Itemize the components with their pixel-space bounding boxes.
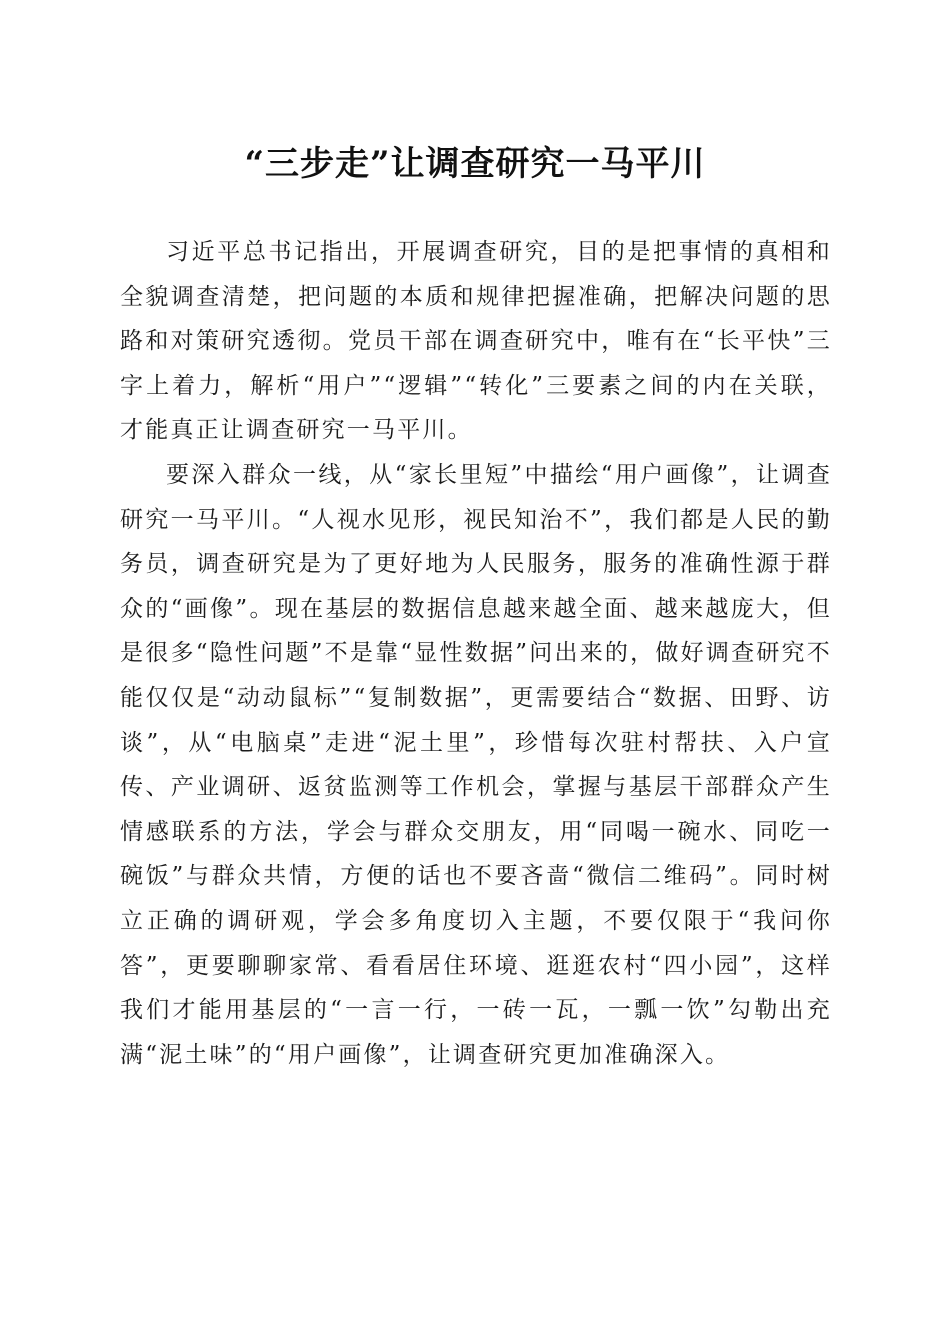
document-body [120, 230, 832, 1077]
paragraph-1: 习近平总书记指出，开展调查研究，目的是把事情的真相和全貌调查清楚，把问题的本质和规律把握准确，把解决问题的思路和对策研究透彻。党员干部在调查研究中，唯有在“长平快”三字上着力，解析“用户”“逻辑”“转化”三要素之间的内在关联，才能真正让调查研究一马平川。 [120, 239, 832, 444]
paragraph-2: 要深入群众一线，从“家长里短”中描绘“用户画像”，让调查研究一马平川。“人视水见形，视民知治不”，我们都是人民的勤务员，调查研究是为了更好地为人民服务，服务的准确性源于群众的“画像”。现在基层的数据信息越来越全面、越来越庞大，但是很多“隐性问题”不是靠“显性数据”问出来的，做好调查研究不能仅仅是“动动鼠标”“复制数据”，更需要结合“数据、田野、访谈”，从“电脑桌”走进“泥土里”，珍惜每次驻村帮扶、入户宣传、产业调研、返贫监测等工作机会，掌握与基层干部群众产生情感联系的方法，学会与群众交朋友，用“同喝一碗水、同吃一碗饭”与群众共情，方便的话也不要吝啬“微信二维码”。同时树立正确的调研观，学会多角度切入主题，不要仅限于“我问你答”，更要聊聊家常、看看居住环境、逛逛农村“四小园”，这样我们才能用基层的“一言一行，一砖一瓦，一瓢一饮”勾勒出充满“泥土味”的“用户画像”，让调查研究更加准确深入。 [120, 461, 832, 1068]
document-title: “三步走”让调查研究一马平川 [244, 144, 706, 184]
